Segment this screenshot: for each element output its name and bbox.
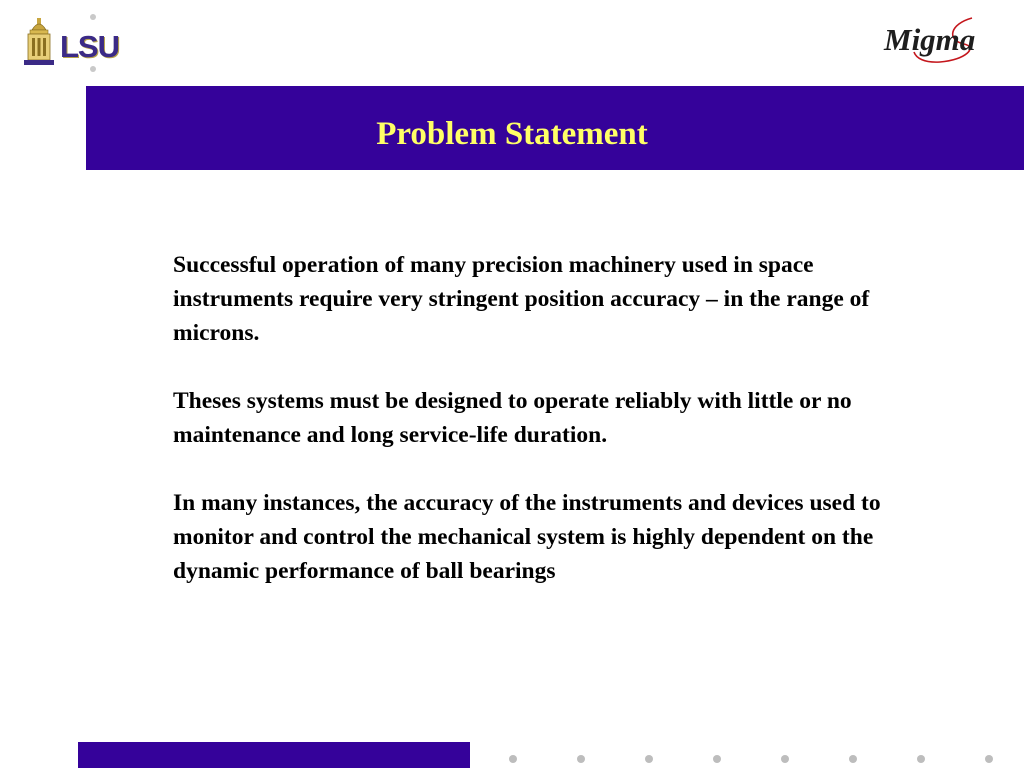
footer-bar <box>78 742 470 768</box>
footer-dot <box>645 755 653 763</box>
lsu-wordmark: LSU <box>60 29 119 64</box>
lsu-logo <box>20 14 140 74</box>
migma-logo <box>880 14 1010 70</box>
title-band <box>86 86 1024 170</box>
migma-wordmark: Migma <box>884 22 976 57</box>
slide-title: Problem Statement <box>376 116 648 152</box>
footer-dot <box>577 755 585 763</box>
footer-dot <box>849 755 857 763</box>
footer-dot <box>509 755 517 763</box>
paragraph-1: Successful operation of many precision machinery used in space instruments require very stringent position accuracy – in the range of microns. <box>173 252 870 346</box>
paragraph-3: In many instances, the accuracy of the instruments and devices used to monitor and control the mechanical system is highly dependent on the dynamic performance of ball bearings <box>173 490 881 584</box>
decorative-dot <box>90 66 96 72</box>
footer-dot <box>917 755 925 763</box>
paragraph-2: Theses systems must be designed to operate reliably with little or no maintenance and long service-life duration. <box>173 388 852 448</box>
footer-dot <box>781 755 789 763</box>
footer-dot <box>985 755 993 763</box>
building-icon <box>20 14 60 72</box>
decorative-dot <box>90 14 96 20</box>
footer-dot <box>713 755 721 763</box>
body-text <box>173 248 888 622</box>
